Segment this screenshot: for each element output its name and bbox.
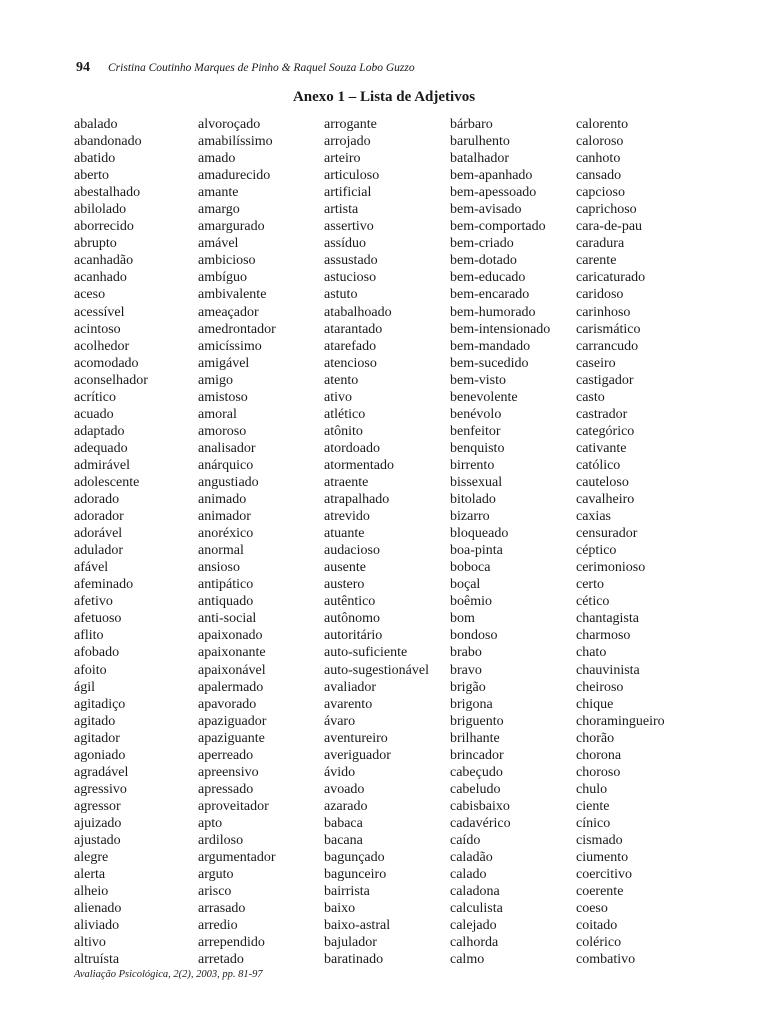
adjective-item: calhorda — [450, 935, 499, 951]
adjective-item: anti-social — [198, 611, 257, 627]
adjective-item: baixo-astral — [324, 918, 391, 934]
adjective-item: cansado — [576, 168, 622, 184]
adjective-item: cético — [576, 594, 610, 610]
page-number: 94 — [76, 60, 90, 75]
adjective-item: agradável — [74, 764, 129, 780]
adjective-item: acanhado — [74, 270, 127, 286]
adjective-item: brigona — [450, 696, 493, 712]
adjective-item: atuante — [324, 526, 365, 542]
adjective-item: bitolado — [450, 492, 496, 508]
adjective-item: alienado — [74, 901, 122, 917]
adjective-item: cativante — [576, 440, 627, 456]
adjective-item: anormal — [198, 543, 244, 559]
adjective-item: aborrecido — [74, 219, 134, 235]
adjective-item: adequado — [74, 440, 128, 456]
adjective-item: acomodado — [74, 355, 139, 371]
adjective-item: apto — [198, 815, 223, 831]
adjective-item: católico — [576, 457, 621, 473]
adjective-item: choramingueiro — [576, 713, 665, 729]
adjective-item: alegre — [74, 850, 109, 866]
adjective-item: brilhante — [450, 730, 500, 746]
adjective-item: benfeitor — [450, 423, 501, 439]
adjective-item: ávaro — [324, 713, 356, 729]
adjective-item: avarento — [324, 696, 373, 712]
adjective-item: briguento — [450, 713, 504, 729]
adjective-item: angustiado — [198, 474, 259, 490]
adjective-item: boçal — [450, 577, 481, 593]
adjective-item: carente — [576, 253, 617, 269]
adjective-item: brincador — [450, 747, 504, 763]
adjective-item: agressivo — [74, 781, 127, 797]
adjective-item: arretado — [198, 952, 244, 968]
journal-footer: Avaliação Psicológica, 2(2), 2003, pp. 81-97 — [74, 969, 263, 980]
adjective-item: anárquico — [198, 457, 254, 473]
adjective-item: coitado — [576, 918, 618, 934]
adjective-item: aperreado — [198, 747, 254, 763]
adjective-item: afoito — [74, 662, 107, 678]
adjective-item: arredio — [198, 918, 238, 934]
adjective-item: caprichoso — [576, 202, 637, 218]
adjective-item: aberto — [74, 168, 109, 184]
adjective-item: anoréxico — [198, 526, 254, 542]
adjective-item: babaca — [324, 815, 363, 831]
adjective-item: astuto — [324, 287, 358, 303]
adjective-item: aventureiro — [324, 730, 388, 746]
adjective-item: cavalheiro — [576, 492, 635, 508]
adjective-item: apaziguante — [198, 730, 265, 746]
adjective-item: atlético — [324, 406, 366, 422]
adjective-item: amedrontador — [198, 321, 276, 337]
adjective-item: benquisto — [450, 440, 505, 456]
adjective-item: ávido — [324, 764, 356, 780]
adjective-item: caído — [450, 832, 481, 848]
adjective-item: brabo — [450, 645, 482, 661]
adjective-item: antipático — [198, 577, 254, 593]
adjective-item: ambíguo — [198, 270, 247, 286]
adjective-item: bem-avisado — [450, 202, 522, 218]
adjective-item: abrupto — [74, 236, 117, 252]
adjective-item: combativo — [576, 952, 636, 968]
adjective-item: bloqueado — [450, 526, 509, 542]
adjective-item: afetuoso — [74, 611, 122, 627]
adjective-item: ambivalente — [198, 287, 267, 303]
adjective-item: brigão — [450, 679, 486, 695]
adjective-item: admirável — [74, 457, 130, 473]
adjective-item: alerta — [74, 867, 106, 883]
adjective-item: bem-encarado — [450, 287, 530, 303]
adjective-item: azarado — [324, 798, 368, 814]
adjective-item: argumentador — [198, 850, 276, 866]
adjective-item: apaixonável — [198, 662, 266, 678]
adjective-item: adorador — [74, 509, 124, 525]
adjective-item: acessível — [74, 304, 125, 320]
adjective-item: atabalhoado — [324, 304, 392, 320]
adjective-item: arrojado — [324, 134, 371, 150]
page-header — [76, 60, 415, 76]
adjective-item: alheio — [74, 884, 109, 900]
adjective-item: acintoso — [74, 321, 121, 337]
adjective-item: agitadiço — [74, 696, 126, 712]
adjective-item: caxias — [576, 509, 611, 525]
adjective-item: certo — [576, 577, 604, 593]
adjective-item: birrento — [450, 457, 495, 473]
adjective-item: castigador — [576, 372, 634, 388]
adjective-item: alvoroçado — [198, 117, 261, 132]
adjective-item: ágil — [74, 679, 95, 695]
adjective-item: coerente — [576, 884, 624, 900]
adjective-item: abestalhado — [74, 185, 141, 201]
adjective-item: afetivo — [74, 594, 113, 610]
adjective-item: avaliador — [324, 679, 377, 695]
adjective-item: baixo — [324, 901, 356, 917]
adjective-item: arrependido — [198, 935, 265, 951]
adjective-item: acuado — [74, 406, 114, 422]
adjective-item: calado — [450, 867, 487, 883]
adjective-item: bagunçado — [324, 850, 385, 866]
adjective-item: caricaturado — [576, 270, 646, 286]
adjective-item: caseiro — [576, 355, 616, 371]
adjective-item: bem-apanhado — [450, 168, 533, 184]
adjective-item: articuloso — [324, 168, 380, 184]
adjective-item: amargurado — [198, 219, 265, 235]
adjective-item: capcioso — [576, 185, 625, 201]
adjective-item: audacioso — [324, 543, 380, 559]
adjective-item: baratinado — [324, 952, 384, 968]
adjective-item: amicíssimo — [198, 338, 262, 354]
adjective-item: bissexual — [450, 474, 503, 490]
adjective-item: auto-suficiente — [324, 645, 408, 661]
adjective-item: autoritário — [324, 628, 383, 644]
adjective-item: animador — [198, 509, 251, 525]
adjective-item: arteiro — [324, 151, 361, 167]
adjective-item: caradura — [576, 236, 625, 252]
adjective-item: adorado — [74, 492, 120, 508]
adjective-item: cadavérico — [450, 815, 511, 831]
adjective-item: canhoto — [576, 151, 621, 167]
adjective-item: acanhadão — [74, 253, 134, 269]
adjective-item: autônomo — [324, 611, 380, 627]
adjective-item: adulador — [74, 543, 123, 559]
adjective-item: antiquado — [198, 594, 254, 610]
adjective-item: bem-comportado — [450, 219, 546, 235]
adjective-column — [324, 116, 450, 968]
adjective-item: cabeçudo — [450, 764, 503, 780]
adjective-item: assertivo — [324, 219, 374, 235]
adjective-item: aconselhador — [74, 372, 148, 388]
adjective-item: afeminado — [74, 577, 134, 593]
adjective-item: censurador — [576, 526, 638, 542]
adjective-item: bajulador — [324, 935, 377, 951]
adjective-item: ciente — [576, 798, 610, 814]
adjective-item: bairrista — [324, 884, 370, 900]
adjective-item: amabilíssimo — [198, 134, 273, 150]
adjective-item: arguto — [198, 867, 234, 883]
adjective-item: chantagista — [576, 611, 639, 627]
adjective-item: abilolado — [74, 202, 127, 218]
adjective-item: aceso — [74, 287, 106, 303]
adjective-item: ambicioso — [198, 253, 256, 269]
adjective-item: boa-pinta — [450, 543, 503, 559]
adjective-item: atraente — [324, 474, 369, 490]
adjective-item: atormentado — [324, 457, 394, 473]
adjective-item: coeso — [576, 901, 608, 917]
adjective-item: chorona — [576, 747, 622, 763]
adjective-item: chauvinista — [576, 662, 640, 678]
adjective-item: bizarro — [450, 509, 490, 525]
adjective-item: carrancudo — [576, 338, 639, 354]
adjective-item: cara-de-pau — [576, 219, 643, 235]
adjective-item: boboca — [450, 560, 491, 576]
adjective-item: altruísta — [74, 952, 120, 968]
adjective-item: cabeludo — [450, 781, 501, 797]
adjective-item: calejado — [450, 918, 497, 934]
adjective-item: bem-dotado — [450, 253, 517, 269]
adjective-item: aflito — [74, 628, 104, 644]
adjective-item: benévolo — [450, 406, 502, 422]
adjective-item: amoral — [198, 406, 237, 422]
adjective-item: céptico — [576, 543, 617, 559]
adjective-item: atônito — [324, 423, 363, 439]
adjective-item: charmoso — [576, 628, 631, 644]
adjective-column — [450, 116, 576, 968]
adjective-item: assíduo — [324, 236, 366, 252]
adjective-item: altivo — [74, 935, 106, 951]
adjective-item: caridoso — [576, 287, 624, 303]
adjective-item: amigável — [198, 355, 250, 371]
adjective-item: abandonado — [74, 134, 142, 150]
adjective-column — [198, 116, 324, 968]
adjective-item: afável — [74, 560, 109, 576]
adjective-item: ausente — [324, 560, 366, 576]
adjective-item: arisco — [198, 884, 232, 900]
adjective-item: autêntico — [324, 594, 376, 610]
adjective-item: amadurecido — [198, 168, 271, 184]
adjective-item: artificial — [324, 185, 372, 201]
adjective-item: chorão — [576, 730, 615, 746]
adjective-item: abatido — [74, 151, 116, 167]
adjective-item: cauteloso — [576, 474, 629, 490]
adjective-item: bem-intensionado — [450, 321, 551, 337]
adjective-item: carismático — [576, 321, 641, 337]
adjective-item: acolhedor — [74, 338, 130, 354]
adjective-item: cismado — [576, 832, 623, 848]
adjective-item: bravo — [450, 662, 482, 678]
adjective-item: atarefado — [324, 338, 377, 354]
adjective-item: auto-sugestionável — [324, 662, 429, 678]
adjective-item: apaixonado — [198, 628, 263, 644]
adjective-item: caladona — [450, 884, 500, 900]
adjective-item: calmo — [450, 952, 485, 968]
adjective-item: cheiroso — [576, 679, 624, 695]
adjective-item: bem-humorado — [450, 304, 536, 320]
adjective-item: amável — [198, 236, 239, 252]
adjective-item: acrítico — [74, 389, 116, 405]
adjective-item: apressado — [198, 781, 254, 797]
adjective-item: atencioso — [324, 355, 377, 371]
adjective-item: bem-sucedido — [450, 355, 529, 371]
adjective-item: choroso — [576, 764, 621, 780]
adjective-item: agitador — [74, 730, 120, 746]
adjective-item: casto — [576, 389, 605, 405]
adjective-item: analisador — [198, 440, 256, 456]
adjective-item: caloroso — [576, 134, 624, 150]
adjective-item: apaixonante — [198, 645, 266, 661]
adjective-item: ansioso — [198, 560, 240, 576]
annex-title: Anexo 1 – Lista de Adjetivos — [292, 89, 476, 105]
adjective-item: afobado — [74, 645, 120, 661]
adjective-item: bem-criado — [450, 236, 514, 252]
adjective-item: arrogante — [324, 117, 377, 132]
adjective-item: ativo — [324, 389, 352, 405]
adjective-item: bárbaro — [450, 117, 493, 132]
adjective-item: averiguador — [324, 747, 391, 763]
adjective-item: abalado — [74, 117, 118, 132]
adjective-item: bom — [450, 611, 475, 627]
adjective-column — [74, 116, 198, 968]
adjective-item: apalermado — [198, 679, 264, 695]
adjective-item: calorento — [576, 117, 629, 132]
adjective-item: chulo — [576, 781, 608, 797]
adjective-item: artista — [324, 202, 359, 218]
adjective-item: assustado — [324, 253, 378, 269]
adjective-item: atrapalhado — [324, 492, 390, 508]
adjective-item: austero — [324, 577, 365, 593]
adjective-item: bem-educado — [450, 270, 526, 286]
adjective-item: adaptado — [74, 423, 125, 439]
adjective-item: ajuizado — [74, 815, 122, 831]
adjective-item: ciumento — [576, 850, 629, 866]
adjective-item: benevolente — [450, 389, 518, 405]
adjective-item: apreensivo — [198, 764, 259, 780]
adjective-item: adolescente — [74, 474, 140, 490]
adjective-item: cabisbaixo — [450, 798, 510, 814]
adjective-item: bacana — [324, 832, 363, 848]
adjective-item: barulhento — [450, 134, 510, 150]
adjective-item: amigo — [198, 372, 233, 388]
adjective-item: atordoado — [324, 440, 380, 456]
adjective-column — [576, 116, 696, 968]
adjective-item: bagunceiro — [324, 867, 387, 883]
adjective-item: calculista — [450, 901, 503, 917]
adjective-item: bem-apessoado — [450, 185, 537, 201]
adjective-item: apaziguador — [198, 713, 267, 729]
adjective-item: atrevido — [324, 509, 370, 525]
adjective-item: arrasado — [198, 901, 246, 917]
adjective-item: agoniado — [74, 747, 126, 763]
adjective-item: categórico — [576, 423, 635, 439]
adjective-item: aproveitador — [198, 798, 269, 814]
adjective-item: ajustado — [74, 832, 121, 848]
adjective-item: agitado — [74, 713, 116, 729]
adjective-item: aliviado — [74, 918, 120, 934]
adjective-item: bondoso — [450, 628, 498, 644]
adjective-item: bem-visto — [450, 372, 506, 388]
adjective-item: bem-mandado — [450, 338, 531, 354]
adjective-item: animado — [198, 492, 247, 508]
adjective-list — [74, 116, 696, 968]
adjective-item: chique — [576, 696, 614, 712]
adjective-item: atarantado — [324, 321, 383, 337]
adjective-item: agressor — [74, 798, 121, 814]
adjective-item: cerimonioso — [576, 560, 646, 576]
adjective-item: amistoso — [198, 389, 248, 405]
adjective-item: ardiloso — [198, 832, 244, 848]
adjective-item: batalhador — [450, 151, 510, 167]
adjective-item: amado — [198, 151, 236, 167]
adjective-item: coercitivo — [576, 867, 632, 883]
adjective-item: castrador — [576, 406, 628, 422]
adjective-item: astucioso — [324, 270, 377, 286]
adjective-item: carinhoso — [576, 304, 631, 320]
adjective-item: amargo — [198, 202, 240, 218]
adjective-item: caladão — [450, 850, 493, 866]
adjective-item: atento — [324, 372, 359, 388]
adjective-item: cínico — [576, 815, 611, 831]
adjective-item: adorável — [74, 526, 123, 542]
adjective-item: amante — [198, 185, 239, 201]
adjective-item: colérico — [576, 935, 622, 951]
adjective-item: ameaçador — [198, 304, 259, 320]
adjective-item: avoado — [324, 781, 365, 797]
adjective-item: boêmio — [450, 594, 492, 610]
adjective-item: amoroso — [198, 423, 247, 439]
adjective-item: apavorado — [198, 696, 257, 712]
running-head-authors: Cristina Coutinho Marques de Pinho & Raquel Souza Lobo Guzzo — [108, 62, 415, 74]
adjective-item: chato — [576, 645, 607, 661]
